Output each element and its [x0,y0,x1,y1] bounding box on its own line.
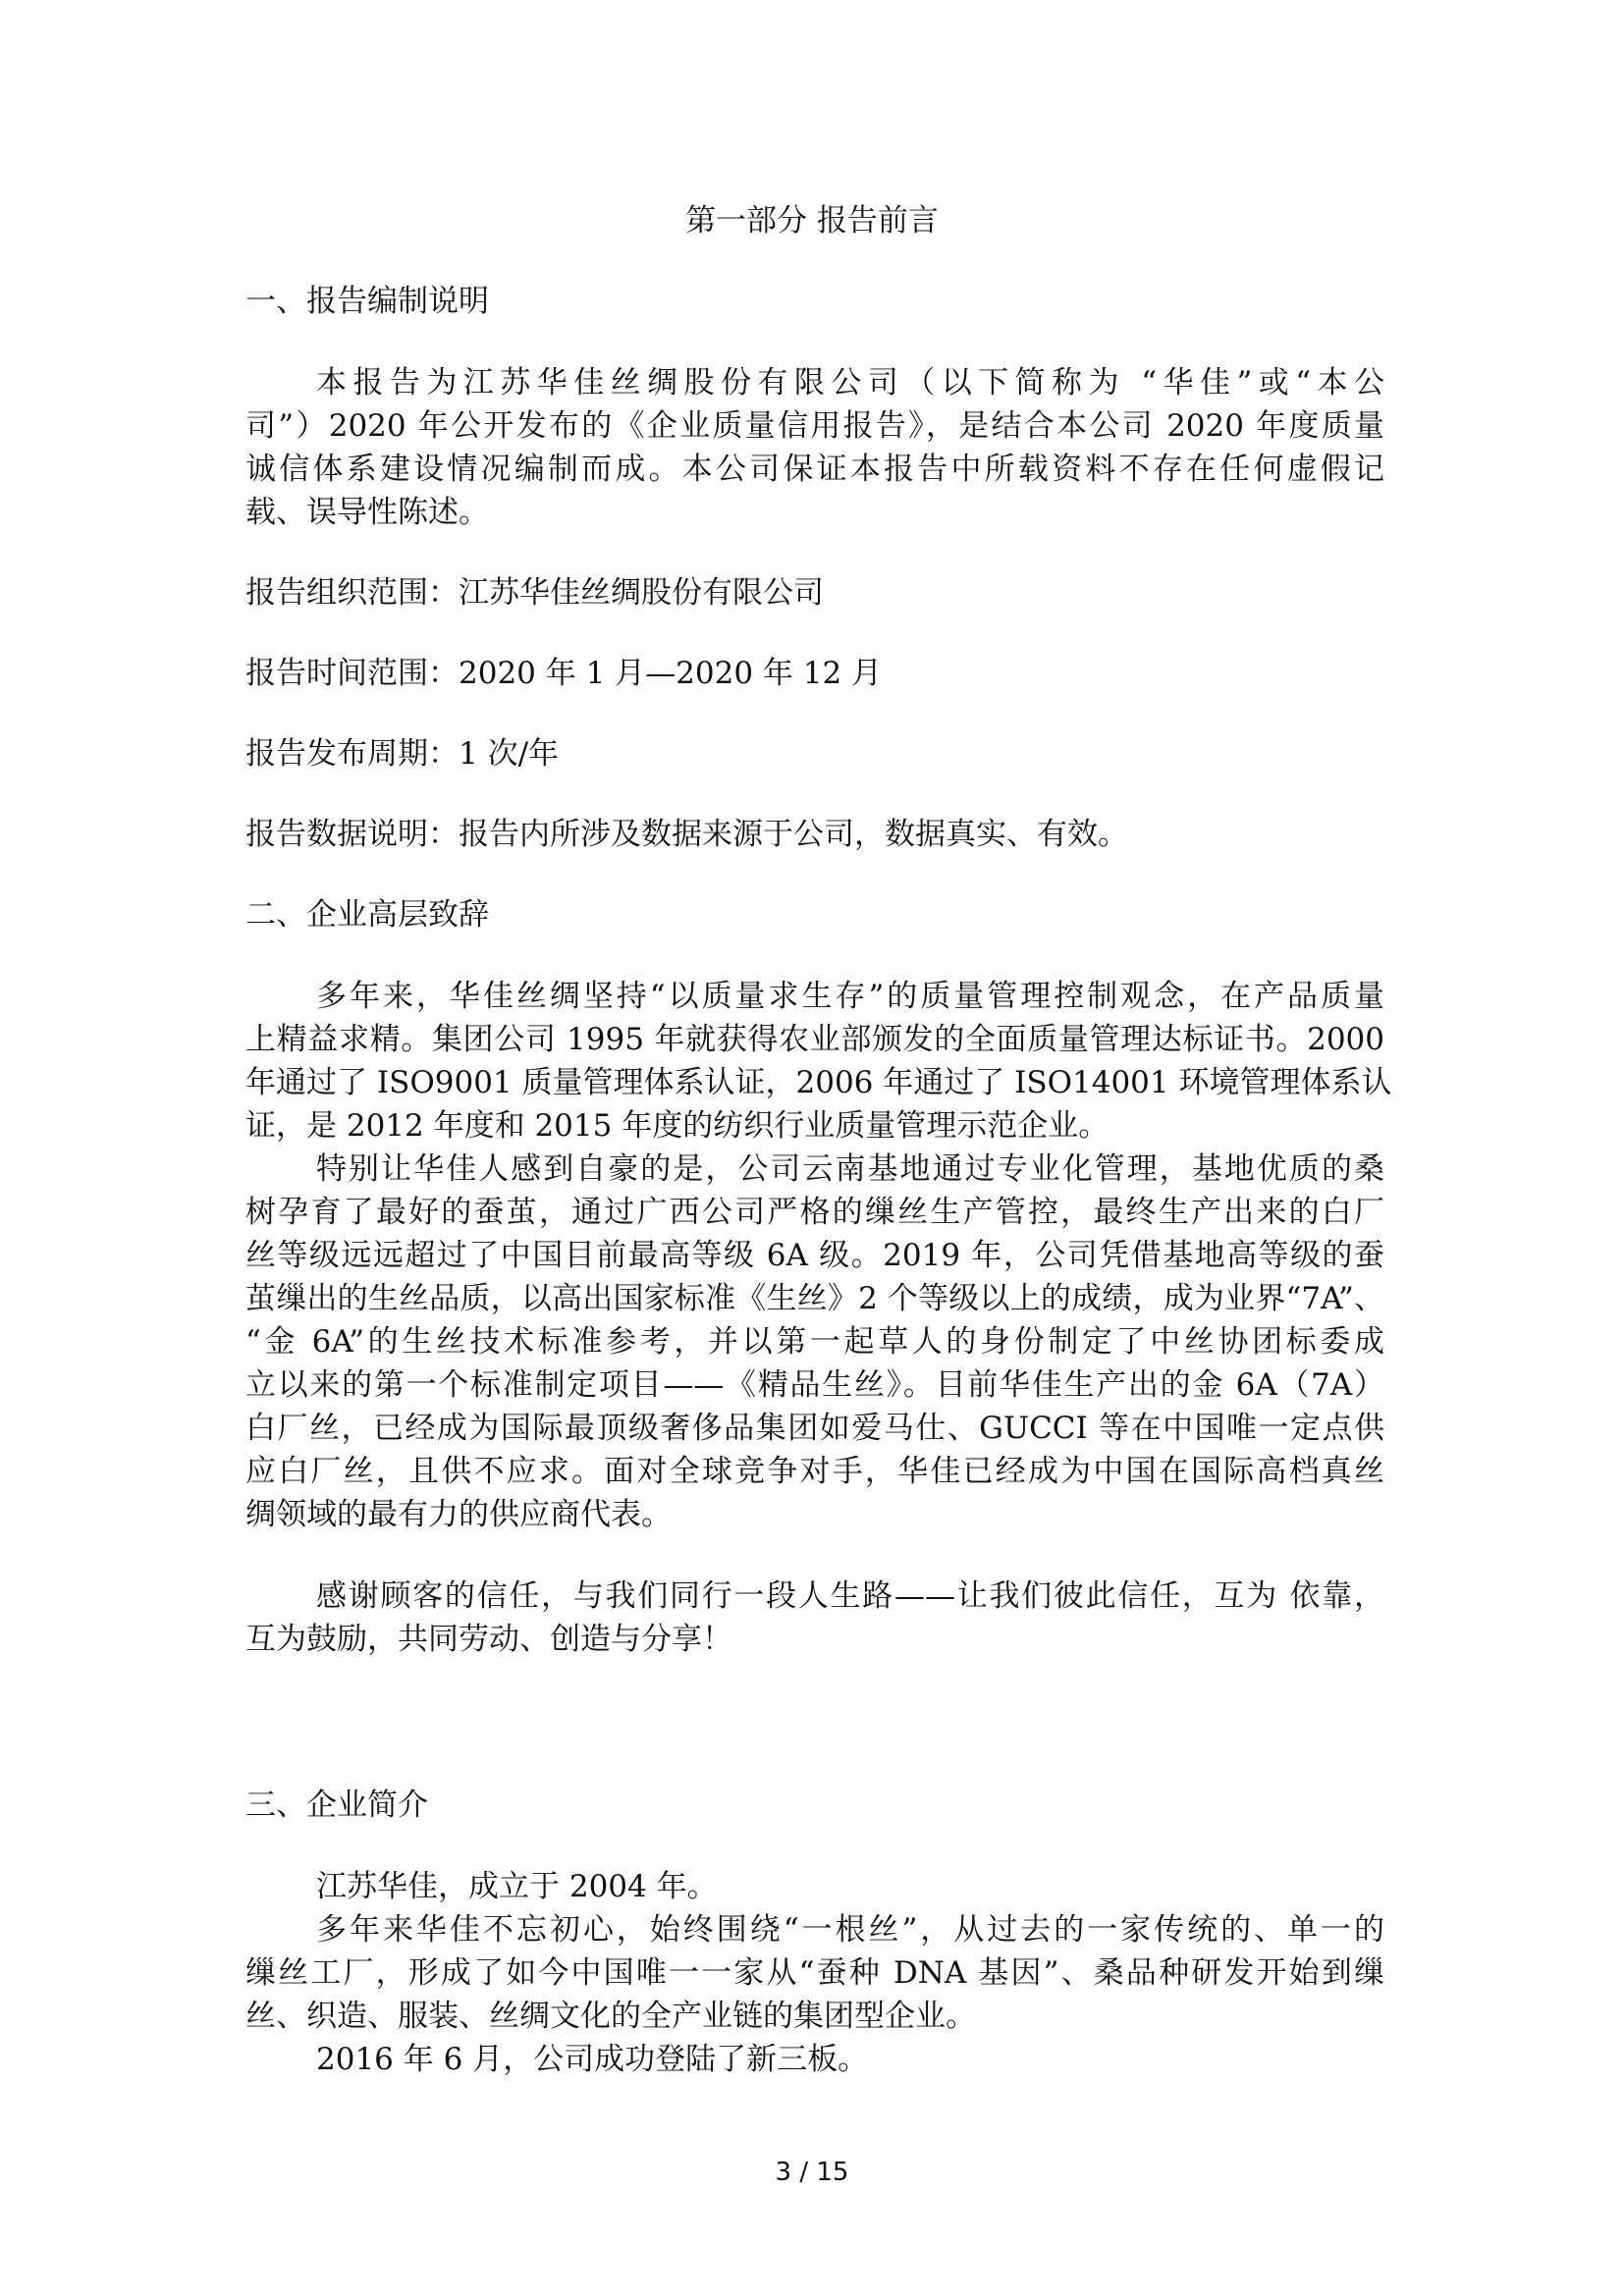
section-heading-report-notes: 一、报告编制说明 [245,284,489,319]
paragraph-line: 丝等级远远超过了中国目前最高等级 6A 级。2019 年，公司凭借基地高等级的蚕 [245,1238,1384,1273]
paragraph-line: 年通过了 ISO9001 质量管理体系认证，2006 年通过了 ISO14001 环境管理体系认 [245,1065,1392,1100]
paragraph-line: 司”）2020 年公开发布的《企业质量信用报告》，是结合本公司 2020 年度质量 [245,408,1384,444]
paragraph-line: 茧缫出的生丝品质，以高出国家标准《生丝》2 个等级以上的成绩，成为业界“7A”、 [245,1281,1384,1316]
section-heading-executive-message: 二、企业高层致辞 [245,897,489,933]
paragraph-line: 特别让华佳人感到自豪的是，公司云南基地通过专业化管理，基地优质的桑 [316,1151,1384,1187]
part-title: 第一部分 报告前言 [685,203,939,239]
paragraph-line: 诚信体系建设情况编制而成。本公司保证本报告中所载资料不存在任何虚假记 [245,452,1384,487]
paragraph-line: 互为鼓励，共同劳动、创造与分享！ [245,1622,732,1657]
paragraph-line: 缫丝工厂，形成了如今中国唯一一家从“蚕种 DNA 基因”、桑品种研发开始到缫 [245,1955,1384,1991]
paragraph-line: 多年来，华佳丝绸坚持“以质量求生存”的质量管理控制观念，在产品质量 [316,979,1384,1014]
paragraph-line: 本报告为江苏华佳丝绸股份有限公司（以下简称为 “华佳”或“本公 [316,365,1384,400]
paragraph-line: 感谢顾客的信任，与我们同行一段人生路——让我们彼此信任，互为 依靠， [316,1578,1384,1614]
paragraph-line: 绸领域的最有力的供应商代表。 [245,1497,672,1532]
paragraph-line: 证，是 2012 年度和 2015 年度的纺织行业质量管理示范企业。 [245,1108,1110,1144]
paragraph-line: 载、误导性陈述。 [245,495,489,530]
paragraph-line: “金 6A”的生丝技术标准参考，并以第一起草人的身份制定了中丝协团标委成 [245,1324,1384,1360]
report-cycle: 报告发布周期：1 次/年 [245,736,560,772]
page-number: 3 / 15 [775,2158,849,2187]
paragraph-line: 立以来的第一个标准制定项目——《精品生丝》。目前华佳生产出的金 6A（7A） [245,1367,1384,1403]
paragraph-line: 应白厂丝，且供不应求。面对全球竞争对手，华佳已经成为中国在国际高档真丝 [245,1454,1384,1489]
paragraph-line: 白厂丝，已经成为国际最顶级奢侈品集团如爱马仕、GUCCI 等在中国唯一定点供 [245,1411,1384,1446]
paragraph-line: 上精益求精。集团公司 1995 年就获得农业部颁发的全面质量管理达标证书。2000 [245,1022,1384,1057]
paragraph-line: 2016 年 6 月，公司成功登陆了新三板。 [316,2042,869,2077]
paragraph-line: 丝、织造、服装、丝绸文化的全产业链的集团型企业。 [245,1999,976,2034]
report-scope: 报告组织范围：江苏华佳丝绸股份有限公司 [245,575,824,611]
paragraph-line: 江苏华佳，成立于 2004 年。 [316,1869,718,1904]
report-data-note: 报告数据说明：报告内所涉及数据来源于公司，数据真实、有效。 [245,817,1128,852]
section-heading-company-profile: 三、企业简介 [245,1788,428,1823]
paragraph-line: 多年来华佳不忘初心，始终围绕“一根丝”，从过去的一家传统的、单一的 [316,1912,1384,1948]
report-period: 报告时间范围：2020 年 1 月—2020 年 12 月 [245,656,883,691]
paragraph-line: 树孕育了最好的蚕茧，通过广西公司严格的缫丝生产管控，最终生产出来的白厂 [245,1195,1384,1230]
